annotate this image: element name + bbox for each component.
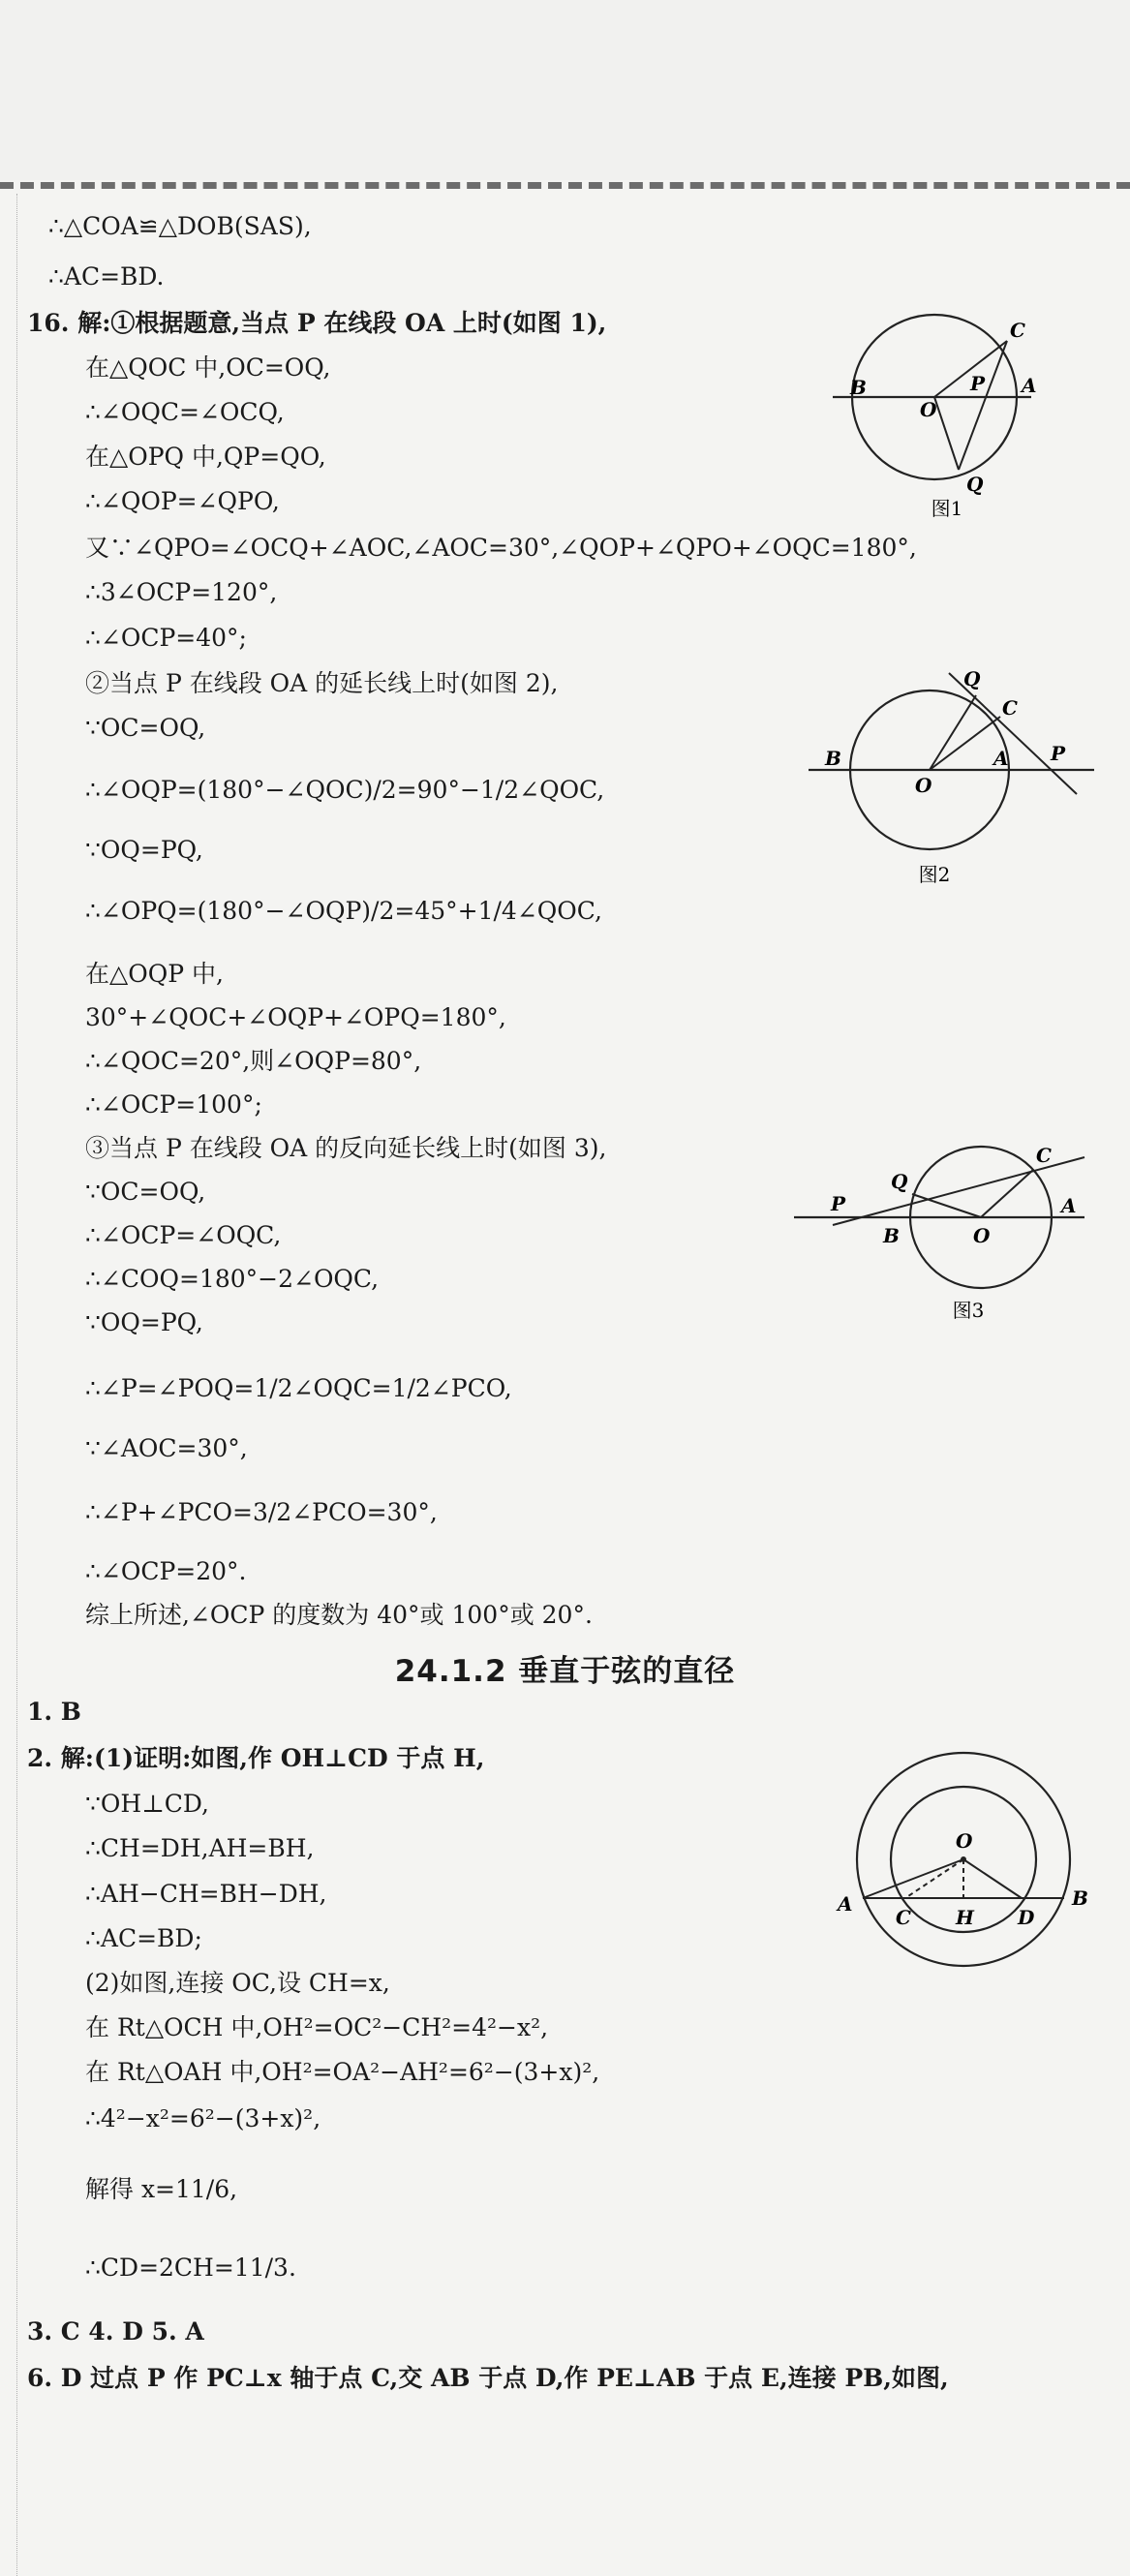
text-line: 1. B [27, 1698, 81, 1726]
fig1-label-q: Q [966, 473, 984, 496]
fig2-label-c: C [1002, 696, 1018, 720]
text-line: 又∵∠QPO=∠OCQ+∠AOC,∠AOC=30°,∠QOP+∠QPO+∠OQC=180°, [85, 534, 917, 562]
fig3-seg-oc [981, 1170, 1033, 1217]
text-line: 在△OPQ 中,QP=QO, [85, 443, 326, 471]
fig1-label-c: C [1010, 319, 1025, 342]
text-line: ∴∠OQP=(180°−∠QOC)/2=90°−1/2∠QOC, [85, 776, 605, 804]
top-blank-band [0, 0, 1130, 180]
fig2-seg-oc [930, 717, 1000, 770]
text-line: ∴∠OCP=40°; [85, 624, 247, 652]
fig2-line-qp [949, 673, 1077, 794]
text-line: 30°+∠QOC+∠OQP+∠OPQ=180°, [85, 1003, 506, 1031]
text-line: ∴∠OPQ=(180°−∠OQP)/2=45°+1/4∠QOC, [85, 897, 602, 925]
fig2-label-p: P [1051, 742, 1066, 765]
text-line: ②当点 P 在线段 OA 的延长线上时(如图 2), [85, 669, 559, 697]
figure-2 [804, 659, 1094, 891]
text-line: ∴CH=DH,AH=BH, [85, 1834, 315, 1862]
fig2-label-q: Q [963, 667, 981, 690]
margin-line [16, 194, 17, 2576]
text-line: 在 Rt△OCH 中,OH²=OC²−CH²=4²−x², [85, 2013, 549, 2041]
fig1-label-a: A [1022, 374, 1037, 397]
fig3-label-q: Q [891, 1170, 908, 1193]
dashed-separator [0, 182, 1130, 189]
fig4-label-o: O [956, 1829, 973, 1853]
fig3-caption: 图3 [952, 1299, 985, 1322]
fig4-seg-oa [863, 1859, 963, 1898]
text-line: ③当点 P 在线段 OA 的反向延长线上时(如图 3), [85, 1134, 607, 1162]
text-line: ∵OC=OQ, [85, 714, 206, 742]
text-line: 综上所述,∠OCP 的度数为 40°或 100°或 20°. [85, 1601, 593, 1629]
text-line: ∴∠OCP=100°; [85, 1090, 262, 1119]
text-line: ∴△COA≌△DOB(SAS), [48, 212, 312, 240]
fig4-seg-od [963, 1859, 1022, 1898]
text-line: ∴3∠OCP=120°, [85, 578, 278, 606]
text-line: ∴AC=BD; [85, 1924, 202, 1952]
fig1-label-o: O [920, 398, 937, 421]
text-line: 解得 x=11/6, [85, 2175, 238, 2203]
fig3-label-b: B [883, 1224, 900, 1247]
fig1-seg-oq [934, 397, 959, 470]
figure-4 [828, 1748, 1099, 1971]
text-line: ∴∠QOP=∠QPO, [85, 487, 280, 515]
fig1-caption: 图1 [931, 497, 963, 520]
fig4-label-d: D [1018, 1906, 1035, 1929]
text-line: ∴∠COQ=180°−2∠OQC, [85, 1265, 380, 1293]
text-line: ∴∠P+∠PCO=3/2∠PCO=30°, [85, 1498, 438, 1526]
fig2-seg-oq [930, 695, 976, 770]
fig4-center-dot [961, 1856, 966, 1862]
text-line: ∵OH⊥CD, [85, 1790, 209, 1818]
fig4-label-h: H [956, 1906, 974, 1929]
text-line: 在△OQP 中, [85, 960, 224, 988]
fig3-seg-qo [912, 1194, 981, 1217]
text-line: ∴∠QOC=20°,则∠OQP=80°, [85, 1047, 422, 1075]
fig1-label-b: B [850, 376, 867, 399]
text-line: ∵OQ=PQ, [85, 836, 203, 864]
fig3-label-c: C [1036, 1144, 1052, 1167]
text-line: ∵OQ=PQ, [85, 1308, 203, 1336]
text-line: ∵∠AOC=30°, [85, 1434, 248, 1462]
fig4-label-a: A [838, 1892, 853, 1916]
text-line: 16. 解:①根据题意,当点 P 在线段 OA 上时(如图 1), [27, 309, 607, 337]
text-line: 在△QOC 中,OC=OQ, [85, 353, 331, 382]
text-line: (2)如图,连接 OC,设 CH=x, [85, 1969, 390, 1997]
text-line: 3. C 4. D 5. A [27, 2317, 204, 2346]
fig3-label-p: P [831, 1192, 846, 1215]
text-line: ∴AH−CH=BH−DH, [85, 1880, 327, 1908]
figure-1 [823, 300, 1046, 523]
text-line: 在 Rt△OAH 中,OH²=OA²−AH²=6²−(3+x)², [85, 2058, 600, 2086]
fig1-label-p: P [970, 372, 986, 395]
fig3-label-a: A [1061, 1194, 1077, 1217]
fig2-label-b: B [825, 747, 841, 770]
fig2-label-a: A [993, 747, 1009, 770]
text-line: ∴∠OCP=∠OQC, [85, 1221, 282, 1249]
text-line: ∴4²−x²=6²−(3+x)², [85, 2104, 321, 2132]
text-line: ∵OC=OQ, [85, 1178, 206, 1206]
text-line: ∴CD=2CH=11/3. [85, 2254, 296, 2282]
text-line: 2. 解:(1)证明:如图,作 OH⊥CD 于点 H, [27, 1744, 485, 1772]
text-line: ∴∠P=∠POQ=1/2∠OQC=1/2∠PCO, [85, 1374, 512, 1402]
section-title: 24.1.2 垂直于弦的直径 [394, 1654, 736, 1689]
fig4-label-c: C [896, 1906, 911, 1929]
text-line: ∴AC=BD. [48, 262, 165, 291]
fig3-label-o: O [973, 1224, 991, 1247]
fig4-label-b: B [1072, 1886, 1088, 1910]
text-line: 6. D 过点 P 作 PC⊥x 轴于点 C,交 AB 于点 D,作 PE⊥AB 于点 E,连接 PB,如图, [27, 2364, 949, 2392]
text-line: ∴∠OCP=20°. [85, 1557, 247, 1585]
fig2-caption: 图2 [918, 863, 951, 886]
figure-3 [794, 1128, 1094, 1332]
fig2-label-o: O [915, 774, 932, 797]
text-line: ∴∠OQC=∠OCQ, [85, 398, 285, 426]
